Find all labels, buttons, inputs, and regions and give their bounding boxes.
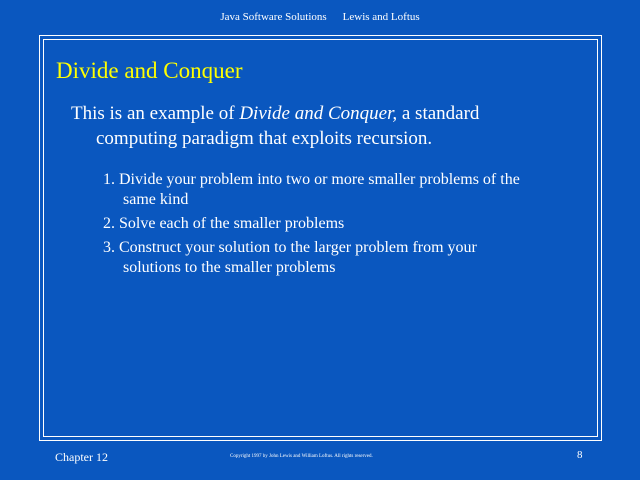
step-2-line1: 2. Solve each of the smaller problems bbox=[103, 215, 345, 232]
intro-paragraph bbox=[71, 101, 571, 151]
intro-line2: computing paradigm that exploits recursion. bbox=[96, 128, 433, 149]
authors: Lewis and Loftus bbox=[342, 11, 420, 23]
list-item bbox=[103, 214, 593, 234]
copyright-notice: Copyright 1997 by John Lewis and William Loftus. All rights reserved. bbox=[230, 454, 373, 459]
slide-title: Divide and Conquer bbox=[56, 58, 243, 83]
book-title: Java Software Solutions bbox=[220, 11, 327, 23]
list-item bbox=[103, 238, 593, 278]
page-number: 8 bbox=[577, 449, 583, 461]
slide-header bbox=[0, 11, 640, 23]
step-3-line2: solutions to the smaller problems bbox=[123, 259, 336, 276]
chapter-label: Chapter 12 bbox=[55, 450, 108, 464]
steps-list bbox=[103, 170, 593, 282]
step-1-line2: same kind bbox=[123, 191, 189, 208]
step-1-line1: 1. Divide your problem into two or more smaller problems of the bbox=[103, 171, 520, 188]
intro-suffix: a standard bbox=[397, 103, 480, 124]
step-3-line1: 3. Construct your solution to the larger problem from your bbox=[103, 239, 477, 256]
intro-emphasis: Divide and Conquer, bbox=[239, 103, 398, 124]
intro-prefix: This is an example of bbox=[71, 103, 240, 124]
list-item bbox=[103, 170, 593, 210]
